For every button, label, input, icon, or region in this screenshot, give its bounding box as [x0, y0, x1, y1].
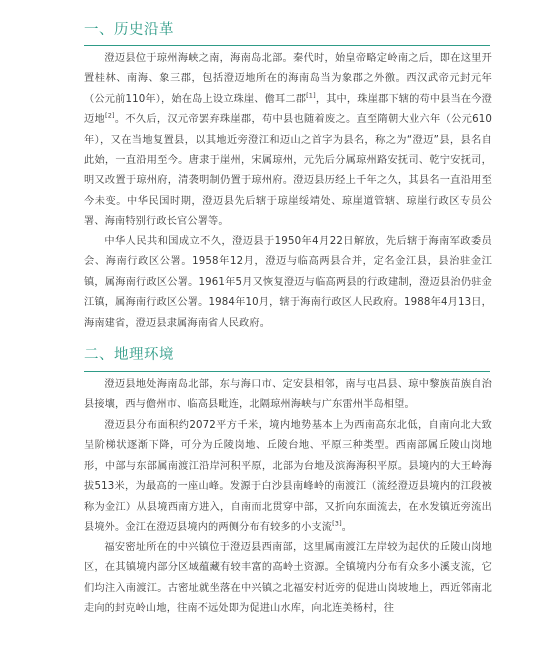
paragraph-geography-1: [84, 375, 492, 416]
section-divider: [84, 45, 490, 46]
paragraph-history-1: [84, 49, 492, 233]
paragraph-text: 。不久后，汉元帝罢弃珠崖郡，苟中县也随着废之。直至隋朝大业六年（公元610年），又在当地复置县，以其地近旁澄江和迈山之首字为县名，称之为“澄迈”县，县名自此始，一直沿用至今。唐隶于崖州，宋属琼州，元先后分属琼州路安抚司、乾宁安抚司，明又改置于琼州府，清袭明制仍置于琼州府。澄迈县历经上千年之久，其县名一直沿用至今未变。中华民国时期，澄迈县先后辖于琼崖绥靖处、琼崖道管辖、琼崖行政区专员公署、海南特别行政长官公署等。: [84, 114, 492, 228]
paragraph-geography-2: [84, 416, 492, 538]
section-title-geography: 二、地理环境: [84, 347, 174, 363]
paragraph-text: 澄迈县位于琼州海峡之南，海南岛北部。秦代时，始皇帝略定岭南之后，即在这里开置桂林、南海、象三郡，包括澄迈地所在的海南岛当为象郡之外徼。西汉武帝元封元年（公元前110年），始在岛上设立珠崖、儋耳二郡: [84, 53, 492, 105]
footnote-ref[interactable]: [3]: [332, 519, 342, 528]
paragraph-text: 中华人民共和国成立不久，澄迈县于1950年4月22日解放，先后辖于海南军政委员会、海南行政区公署。1958年12月，澄迈与临高两县合并，定名金江县，县治驻金江镇，属海南行政区公署。1961年5月又恢复澄迈与临高两县的行政建制，澄迈县治仍驻金江镇，属海南行政区公署。1984年10月，辖于海南行政区人民政府。1988年4月13日，海南建省，澄迈县隶属海南省人民政府。: [84, 236, 492, 329]
section-title-history: 一、历史沿革: [84, 22, 174, 38]
footnote-ref[interactable]: [2]: [105, 111, 115, 120]
paragraph-text: 福安密址所在的中兴镇位于澄迈县西南部，这里属南渡江左岸较为起伏的丘陵山岗地区，在其镇境内部分区域蕴藏有较丰富的高岭土资源。全镇境内分布有众多小溪支流，它们均注入南渡江。古密址就坐落在中兴镇之北福安村近旁的促进山岗坡地上，西近邻南北走向的封克岭山地，往南不远处即为促进山水库，向北连美杨村，往: [84, 542, 492, 615]
paragraph-text: 。: [341, 522, 353, 534]
paragraph-geography-3: [84, 538, 492, 620]
section-divider: [84, 371, 490, 372]
paragraph-history-2: [84, 232, 492, 334]
paragraph-text: 澄迈县地处海南岛北部，东与海口市、定安县相邻，南与屯昌县、琼中黎族苗族自治县接壤，西与儋州市、临高县毗连，北隔琼州海峡与广东雷州半岛相望。: [84, 379, 492, 411]
footnote-ref[interactable]: [1]: [306, 91, 316, 100]
paragraph-text: 澄迈县分布面积约2072平方千米，境内地势基本上为西南高东北低，自南向北大致呈阶梯状逐渐下降，可分为丘陵岗地、丘陵台地、平原三种类型。西南部属丘陵山岗地形，中部与东部属南渡江沿岸河积平原，北部为台地及滨海海积平原。县境内的大王岭海拔513米，为最高的一座山峰。发源于白沙县南峰岭的南渡江（流经澄迈县境内的江段被称为金江）从县境西南方进入，自南而北贯穿中部，又折向东面流去，在水发镇近旁流出县境外。金江在澄迈县境内的两侧分布有较多的小支流: [84, 420, 492, 534]
paragraph-text: ，其中，珠崖郡下辖的苟中县当在今澄迈地: [84, 93, 492, 126]
